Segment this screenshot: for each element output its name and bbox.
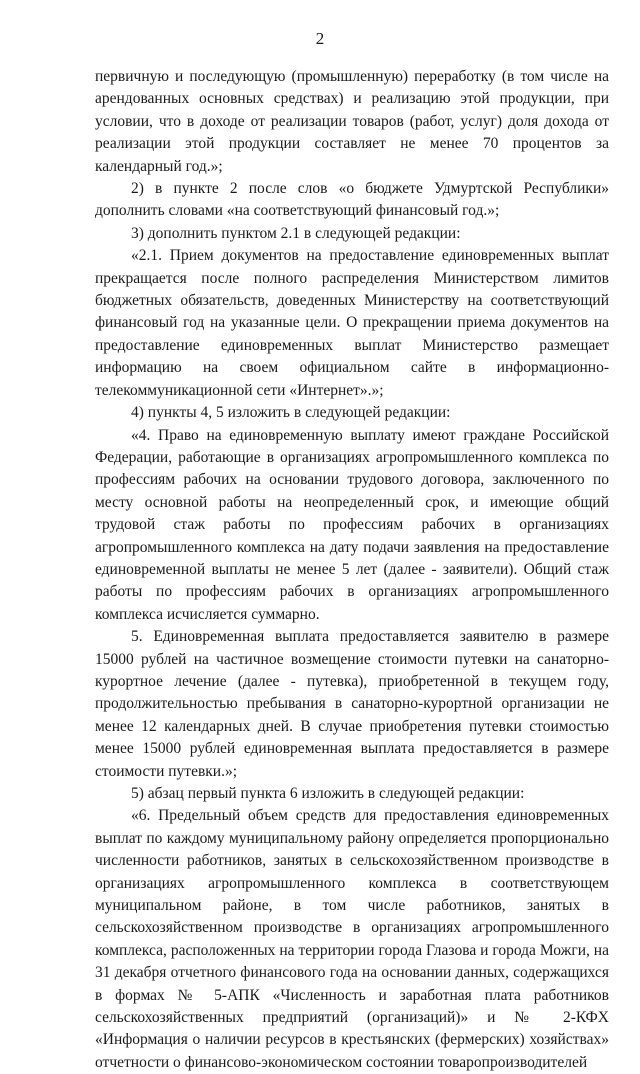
paragraph-item-4: 4) пункты 4, 5 изложить в следующей редакции: <box>131 404 451 422</box>
paragraph-item-5: 5) абзац первый пункта 6 изложить в следующей редакции: <box>131 785 525 802</box>
paragraph-item-3: 3) дополнить пунктом 2.1 в следующей редакции: <box>131 224 461 242</box>
paragraph-continuation: первичную и последующую (промышленную) переработку (в том числе на арендованных основных средствах) и реализацию этой продукции, при условии, что в доходе от реализации товаров (работ, услуг) доля дохода от реализации этой продукции составляет не менее 70 процентов за календарный год.»; <box>95 68 609 175</box>
paragraph-clause-6: «6. Предельный объем средств для предоставления единовременных выплат по каждому муниципальному району определяется пропорционально численности работников, занятых в сельскохозяйственном производстве в организациях агропромышленного комплекса в соответствующем муниципальном районе, в том числе работников, занятых в сельскохозяйственном производстве в организациях агропромышленного комплекса, расположенных на территории города Глазова и города Можги, на 31 декабря отчетного финансового года на основании данных, содержащихся в формах № 5-АПК «Численность и заработная плата работников сельскохозяйственных предприятий (организаций)» и № 2-КФХ «Информация о наличии ресурсов в крестьянских (фермерских) хозяйствах» отчетности о финансово-экономическом состоянии товаропроизводителей <box>95 807 609 1071</box>
paragraph-item-2: 2) в пункте 2 после слов «о бюджете Удмуртской Республики» дополнить словами «на соответствующий финансовый год.»; <box>95 180 609 220</box>
paragraph-clause-2-1: «2.1. Прием документов на предоставление единовременных выплат прекращается после полного распределения Министерством лимитов бюджетных обязательств, доведенных Министерству на соответствующий финансовый год на указанные цели. О прекращении приема документов на предоставление единовременных выплат Министерство размещает информацию на своем официальном сайте в информационно-телекоммуникационной сети «Интернет».»; <box>95 247 609 399</box>
paragraph-clause-5: 5. Единовременная выплата предоставляется заявителю в размере 15000 рублей на частичное возмещение стоимости путевки на санаторно-курортное лечение (далее - путевка), приобретенной в текущем году, продолжительностью пребывания в санаторно-курортной организации не менее 12 календарных дней. В случае приобретения путевки стоимостью менее 15000 рублей единовременная выплата предоставляется в размере стоимости путевки.»; <box>95 628 609 780</box>
document-body <box>95 66 609 1074</box>
paragraph-clause-4: «4. Право на единовременную выплату имеют граждане Российской Федерации, работающие в организациях агропромышленного комплекса по профессиям рабочих на основании трудового договора, заключенного по месту основной работы на неопределенный срок, и имеющие общий трудовой стаж работы по профессиям рабочих в организациях агропромышленного комплекса на дату подачи заявления на предоставление единовременной выплаты не менее 5 лет (далее - заявители). Общий стаж работы по профессиям рабочих в организациях агропромышленного комплекса исчисляется суммарно. <box>95 426 609 623</box>
page-number: 2 <box>315 29 325 48</box>
